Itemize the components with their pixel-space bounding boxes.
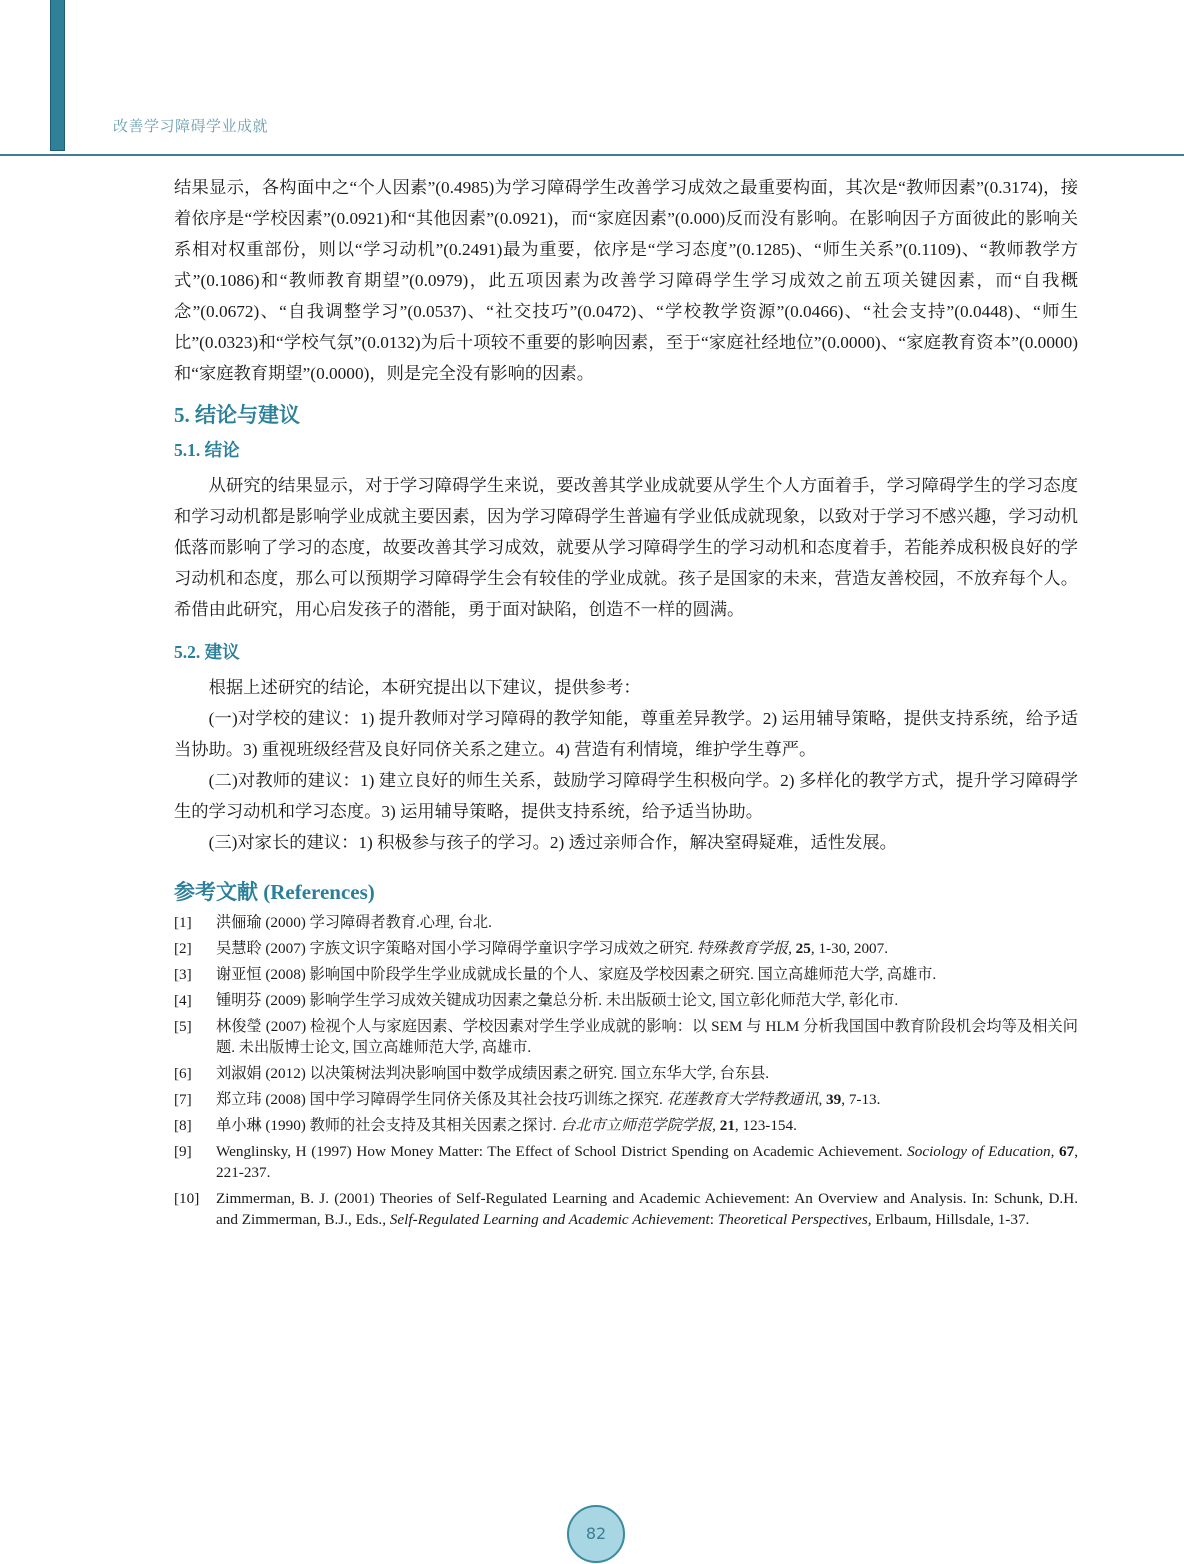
reference-item [174,938,1078,959]
page-number: 82 [567,1505,625,1563]
reference-number: [5] [174,1018,192,1035]
reference-text [216,1188,1078,1230]
reference-number: [3] [174,966,192,983]
reference-volume: 25 [795,940,811,957]
reference-item [174,990,1078,1011]
reference-text [216,912,1078,933]
reference-segment: Zimmerman, B. J. (2001) Theories of Self-Regulated Learning and Academic Achievement: An Overview and Analysis. In: Schunk, D.H. and Zimmerman, B.J., Eds., [216,1190,1078,1228]
reference-number: [4] [174,992,192,1009]
reference-source: 花莲教育大学特教通讯 [666,1091,819,1108]
results-paragraph: 结果显示，各构面中之“个人因素”(0.4985)为学习障碍学生改善学习成效之最重要构面，其次是“教师因素”(0.3174)，接着依序是“学校因素”(0.0921)和“其他因素”(0.0921)，而“家庭因素”(0.000)反而没有影响。在影响因子方面彼此的影响关系相对权重部份，则以“学习动机”(0.2491)最为重要，依序是“学习态度”(0.1285)、“师生关系”(0.1109)、“教师教学方式”(0.1086)和“教师教育期望”(0.0979)，此五项因素为改善学习障碍学生学习成效之前五项关键因素，而“自我概念”(0.0672)、“自我调整学习”(0.0537)、“社交技巧”(0.0472)、“学校教学资源”(0.0466)、“社会支持”(0.0448)、“师生比”(0.0323)和“学校气氛”(0.0132)为后十项较不重要的影响因素，至于“家庭社经地位”(0.0000)、“家庭教育资本”(0.0000)和“家庭教育期望”(0.0000)，则是完全没有影响的因素。 [174,178,1078,383]
reference-source: Self-Regulated Learning and Academic Achievement [389,1211,710,1228]
reference-text [216,1063,1078,1084]
reference-item [174,1188,1078,1230]
reference-segment: , 7-13. [841,1091,881,1108]
reference-number: [8] [174,1117,192,1134]
reference-segment: , 1-30, 2007. [810,940,889,957]
reference-item [174,1115,1078,1136]
section-5-heading: 5. 结论与建议 [174,403,300,427]
reference-segment: Wenglinsky, H (1997) How Money Matter: The Effect of School District Spending on Academic Achievement. [216,1143,908,1160]
reference-number: [6] [174,1065,192,1082]
reference-list [174,912,1078,1230]
suggestion-teacher: (二)对教师的建议：1) 建立良好的师生关系，鼓励学习障碍学生积极向学。2) 多样化的教学方式，提升学习障碍学生的学习动机和学习态度。3) 运用辅导策略，提供支持系统，给予适当协助。 [174,771,1078,821]
reference-segment: , Erlbaum, Hillsdale, 1-37. [867,1211,1030,1228]
reference-segment: 谢亚恒 (2008) 影响国中阶段学生学业成就成长量的个人、家庭及学校因素之研究. 国立高雄师范大学, 高雄市. [216,966,937,983]
reference-item [174,912,1078,933]
reference-segment: 吴慧聆 (2007) 字族文识字策略对国小学习障碍学童识字学习成效之研究. [216,940,697,957]
reference-item [174,1141,1078,1183]
conclusion-paragraph: 从研究的结果显示，对于学习障碍学生来说，要改善其学业成就要从学生个人方面着手，学习障碍学生的学习态度和学习动机都是影响学业成就主要因素，因为学习障碍学生普遍有学业低成就现象，以致对于学习不感兴趣，学习动机低落而影响了学习的态度，故要改善其学习成效，就要从学习障碍学生的学习动机和态度着手，若能养成积极良好的学习动机和态度，那么可以预期学习障碍学生会有较佳的学业成就。孩子是国家的未来，营造友善校园，不放弃每个人。希借由此研究，用心启发孩子的潜能，勇于面对缺陷，创造不一样的圆满。 [174,476,1078,619]
reference-number: [1] [174,914,192,931]
reference-segment: 单小琳 (1990) 教师的社会支持及其相关因素之探讨. [216,1117,561,1134]
reference-source: 台北市立师范学院学报 [560,1117,713,1134]
reference-volume: 39 [826,1091,842,1108]
reference-text [216,964,1078,985]
reference-segment: , [712,1117,720,1134]
reference-text [216,1016,1078,1058]
reference-segment: 林俊瑩 (2007) 检视个人与家庭因素、学校因素对学生学业成就的影响：以 SEM 与 HLM 分析我国国中教育阶段机会均等及相关问题. 未出版博士论文, 国立高雄师范大学, 高雄市. [216,1018,1078,1056]
reference-volume: 21 [719,1117,735,1134]
reference-number: [7] [174,1091,192,1108]
section-5-2-heading: 5.2. 建议 [174,642,240,662]
references-heading: 参考文献 (References) [174,880,375,904]
reference-volume: 67 [1059,1143,1075,1160]
suggestion-intro: 根据上述研究的结论，本研究提出以下建议，提供参考： [208,678,641,697]
header-divider [0,154,1184,156]
reference-segment: 锺明芬 (2009) 影响学生学习成效关键成功因素之彙总分析. 未出版硕士论文, 国立彰化师范大学, 彰化市. [216,992,899,1009]
header-side-bar [50,0,65,151]
reference-text [216,938,1078,959]
reference-segment: , 123-154. [734,1117,797,1134]
reference-segment: 郑立玮 (2008) 国中学习障碍学生同侪关係及其社会技巧训练之探究. [216,1091,667,1108]
reference-source: 特殊教育学报 [696,940,789,957]
reference-item [174,1089,1078,1110]
section-5-1-heading: 5.1. 结论 [174,440,240,460]
running-title: 改善学习障碍学业成就 [113,117,269,135]
reference-source: Theoretical Perspectives [717,1211,868,1228]
reference-text [216,1089,1078,1110]
reference-segment: , [1050,1143,1060,1160]
reference-segment: 洪俪瑜 (2000) 学习障碍者教育.心理, 台北. [216,914,492,931]
page-content [174,172,1078,1235]
reference-segment: , [818,1091,827,1108]
reference-item [174,964,1078,985]
reference-number: [2] [174,940,192,957]
reference-item [174,1016,1078,1058]
suggestion-school: (一)对学校的建议：1) 提升教师对学习障碍的教学知能，尊重差异教学。2) 运用辅导策略，提供支持系统，给予适当协助。3) 重视班级经营及良好同侪关系之建立。4) 营造有利情境，维护学生尊严。 [174,709,1078,759]
reference-number: [9] [174,1143,192,1160]
reference-item [174,1063,1078,1084]
suggestion-parent: (三)对家长的建议：1) 积极参与孩子的学习。2) 透过亲师合作，解决窒碍疑难，适性发展。 [208,833,897,852]
reference-number: [10] [174,1190,200,1207]
reference-segment: , 221-237. [216,1143,1078,1181]
reference-text [216,1115,1078,1136]
reference-text [216,1141,1078,1183]
reference-segment: 刘淑娟 (2012) 以决策树法判决影响国中数学成绩因素之研究. 国立东华大学, 台东县. [216,1065,770,1082]
reference-text [216,990,1078,1011]
reference-segment: : [709,1211,718,1228]
reference-source: Sociology of Education [907,1143,1051,1160]
reference-segment: , [788,940,796,957]
